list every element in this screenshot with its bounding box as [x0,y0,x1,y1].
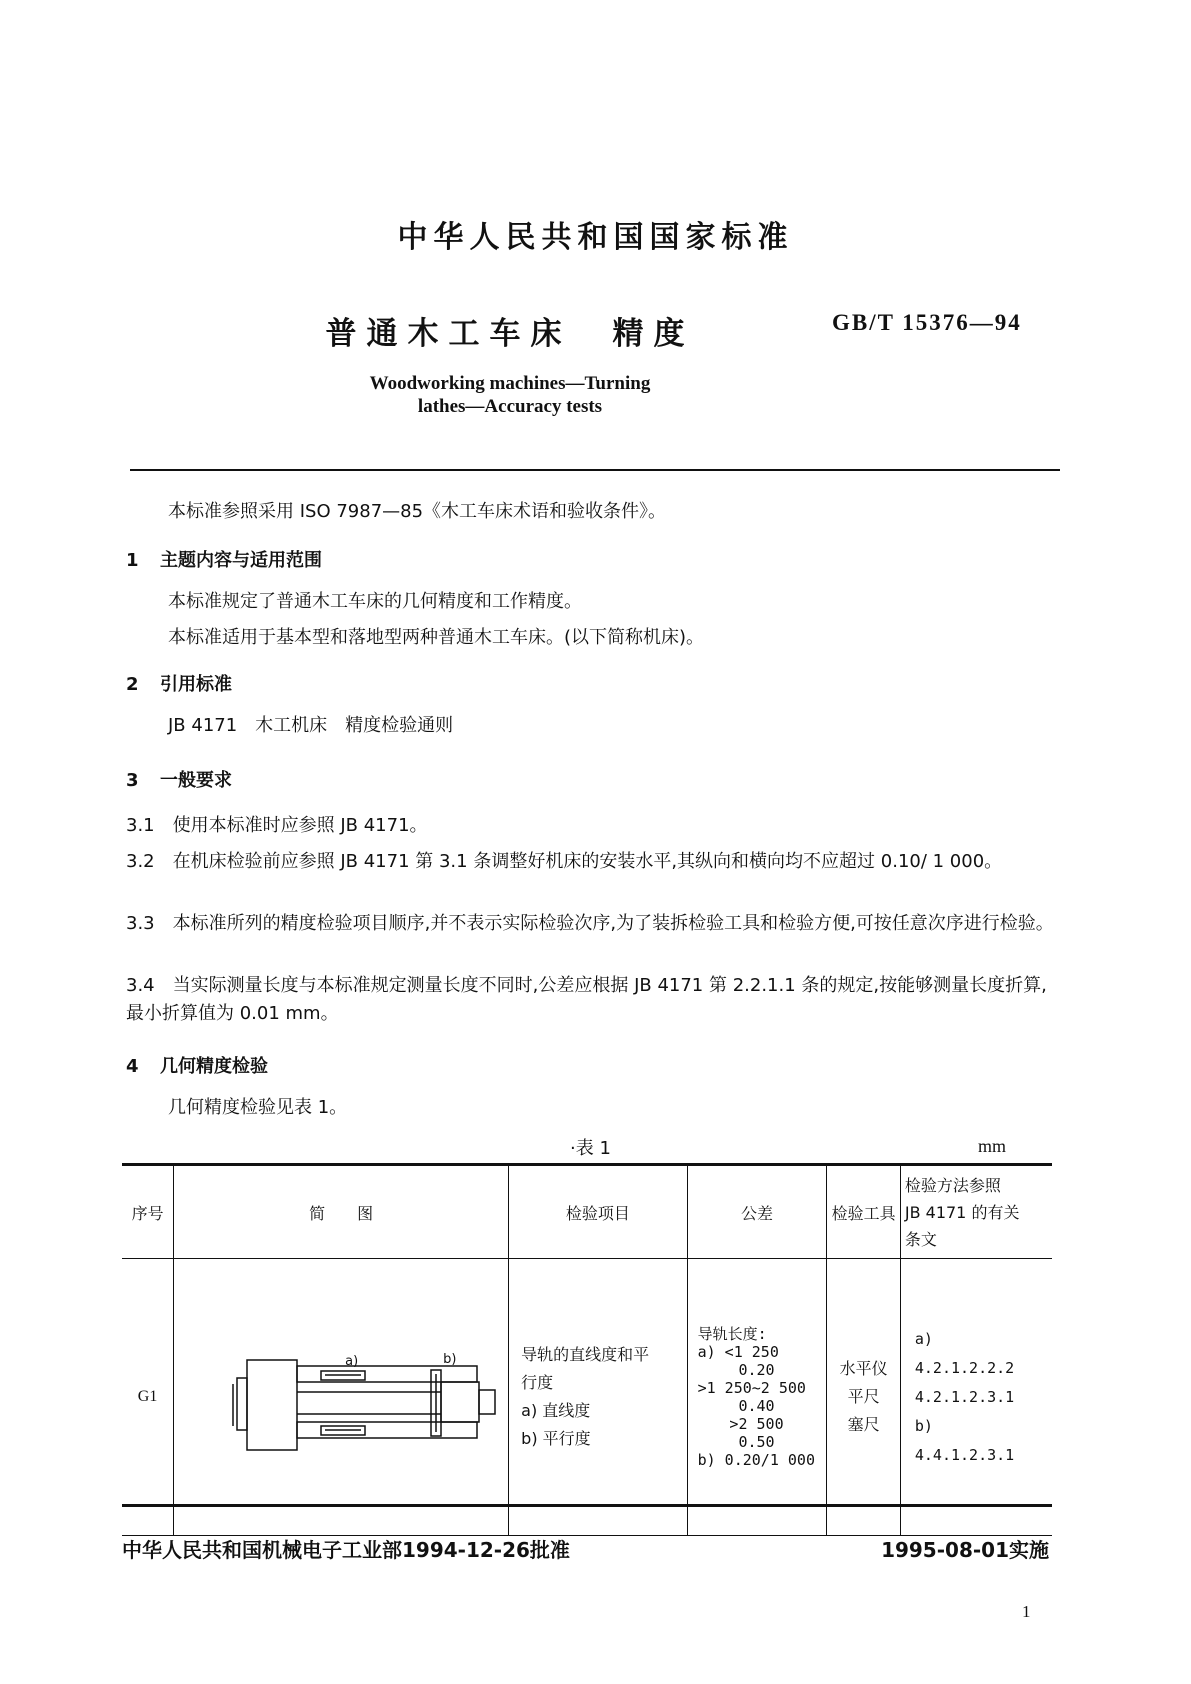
section-1-heading [126,546,322,572]
reference-3: 4.2.1.2.3.1 [914,1387,1015,1406]
row-references [900,1259,1052,1536]
tolerance-line8: b) 0.20/1 000 [697,1451,815,1469]
bottom-divider [122,1504,1052,1507]
section-3-heading [126,766,232,792]
header-reference-line1: 检验方法参照 [904,1175,1001,1195]
row-seq: G1 [122,1259,174,1536]
tolerance-line7: 0.50 [738,1433,775,1451]
header-seq: 序号 [122,1165,174,1259]
english-title-line2: lathes—Accuracy tests [417,396,603,417]
english-title [300,372,720,418]
top-divider [130,469,1060,471]
reference-1: a) [914,1329,933,1348]
reference-5: 4.4.1.2.3.1 [914,1445,1015,1464]
tolerance-line5: 0.40 [738,1397,775,1415]
section-4-paragraph: 几何精度检验见表 1。 [168,1097,348,1118]
approval-line: 中华人民共和国机械电子工业部1994-12-26批准 [122,1538,570,1562]
header-tools: 检验工具 [827,1165,900,1259]
header-reference-line2: JB 4171 的有关 [904,1202,1020,1222]
row-tools [827,1259,900,1536]
item-line3: a) 直线度 [521,1401,591,1420]
tolerance-line2: a) <1 250 [697,1343,779,1361]
tool-3: 塞尺 [847,1415,880,1434]
section-3-number: 3 [126,770,139,791]
section-2-heading [126,670,232,696]
table-row [122,1259,1052,1536]
clause-3-4: 3.4 当实际测量长度与本标准规定测量长度不同时,公差应根据 JB 4171 第 2.2.1.1 条的规定,按能够测量长度折算,最小折算值为 0.01 mm。 [126,975,1047,1024]
header-tolerance: 公差 [687,1165,827,1259]
tool-1: 水平仪 [839,1359,888,1378]
item-line1: 导轨的直线度和平 [521,1345,650,1364]
clause-3-1: 3.1 使用本标准时应参照 JB 4171。 [126,815,428,836]
section-4-number: 4 [126,1056,139,1077]
row-tolerance [687,1259,827,1536]
diagram-labels [175,1352,507,1534]
header-diagram: 简 图 [174,1165,509,1259]
item-line4: b) 平行度 [521,1429,591,1448]
implementation-date: 1995-08-01实施 [881,1538,1049,1562]
section-1-paragraph-2: 本标准适用于基本型和落地型两种普通木工车床。(以下简称机床)。 [168,627,705,648]
section-4-heading [126,1052,268,1078]
reference-4: b) [914,1416,933,1435]
diagram-label-b: b) [443,1352,457,1367]
table-caption: ·表 1 [570,1138,611,1159]
clause-3-3: 3.3 本标准所列的精度检验项目顺序,并不表示实际检验次序,为了装拆检验工具和检验方便,可按任意次序进行检验。 [126,913,1054,934]
section-4-title: 几何精度检验 [160,1056,268,1077]
header-reference-line3: 条文 [904,1229,937,1249]
row-item [509,1259,687,1536]
table-header-row [122,1165,1052,1259]
tolerance-line6: >2 500 [729,1415,784,1433]
tolerance-line3: 0.20 [738,1361,775,1379]
header-reference [900,1165,1052,1259]
item-line2: 行度 [521,1373,554,1392]
table-unit: mm [978,1136,1007,1156]
document-title: 普通木工车床 精度 [325,316,695,352]
header-item: 检验项目 [509,1165,687,1259]
section-1-paragraph-1: 本标准规定了普通木工车床的几何精度和工作精度。 [168,591,582,612]
english-title-line1: Woodworking machines—Turning [369,373,651,394]
page-number: 1 [1022,1602,1031,1621]
section-1-number: 1 [126,550,139,571]
diagram-label-a: a) [345,1354,359,1369]
clause-3-2: 3.2 在机床检验前应参照 JB 4171 第 3.1 条调整好机床的安装水平,其纵向和横向均不应超过 0.10/ 1 000。 [126,851,1003,872]
tolerance-line4: >1 250~2 500 [697,1379,806,1397]
tool-2: 平尺 [847,1387,880,1406]
standard-code: GB/T 15376—94 [832,310,1022,335]
section-2-paragraph: JB 4171 木工机床 精度检验通则 [168,715,454,736]
tolerance-line1: 导轨长度: [697,1325,767,1343]
row-diagram [174,1259,509,1536]
section-3-title: 一般要求 [160,770,232,791]
accuracy-table [122,1163,1052,1536]
section-1-title: 主题内容与适用范围 [160,550,322,571]
section-2-title: 引用标准 [160,674,232,695]
section-2-number: 2 [126,674,139,695]
reference-2: 4.2.1.2.2.2 [914,1358,1015,1377]
national-standard-heading: 中华人民共和国国家标准 [397,220,794,255]
intro-paragraph: 本标准参照采用 ISO 7987—85《木工车床术语和验收条件》。 [168,501,667,522]
